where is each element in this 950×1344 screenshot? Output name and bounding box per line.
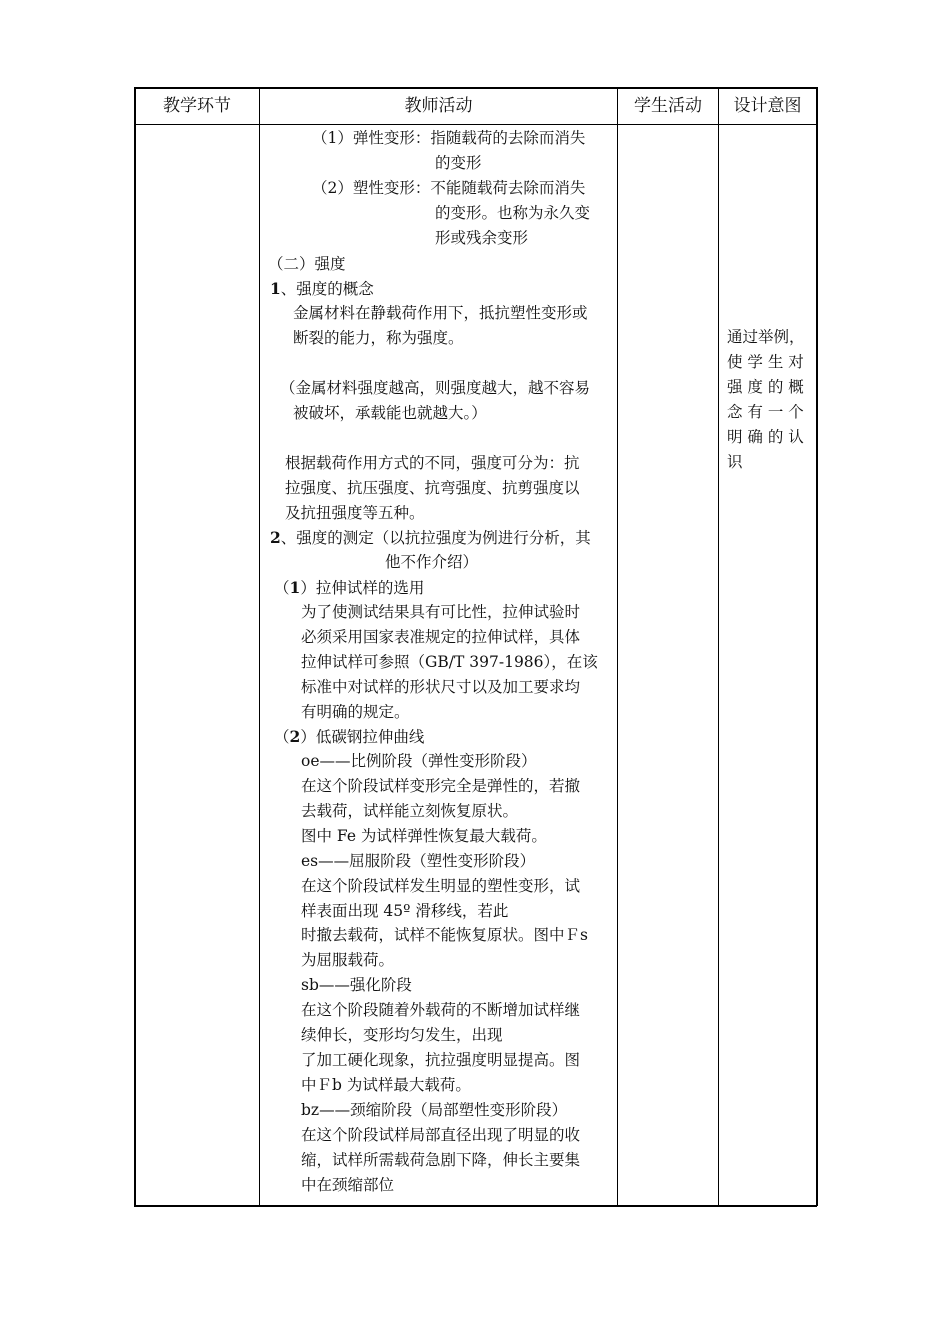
text-line: es——屈服阶段（塑性变形阶段） [301,852,536,870]
design-text-line: 强 度 的 概 [727,378,804,396]
table-header-divider [134,124,817,125]
text-line: 图中 Fe 为试样弹性恢复最大载荷。 [301,827,547,845]
column-divider-1 [259,87,260,1206]
text-line: （1）弹性变形：指随载荷的去除而消失 [312,129,586,147]
text-line: 缩，试样所需载荷急剧下降，伸长主要集 [301,1151,581,1169]
design-text-line: 念 有 一 个 [727,403,804,421]
text-line: 了加工硬化现象，抗拉强度明显提高。图 [301,1051,581,1069]
text-line: 样表面出现 45º 滑移线，若此 [301,902,509,920]
header-teacher-activity: 教师活动 [404,96,473,116]
column-divider-2 [617,87,618,1206]
section-heading: （二）强度 [268,255,346,273]
design-text-line: 识 [727,453,743,471]
text-line: 形或残余变形 [435,229,529,247]
heading-number: 1 [289,578,301,597]
text-line: 标准中对试样的形状尺寸以及加工要求均 [301,678,581,696]
text-line: 他不作介绍） [385,553,479,571]
text-line: 续伸长，变形均匀发生，出现 [301,1026,503,1044]
heading-text: 、强度的概念 [280,280,374,298]
heading-number: 1 [270,279,281,298]
text-line: （金属材料强度越高，则强度越大，越不容易 [280,379,591,397]
text-line: （2）塑性变形：不能随载荷去除而消失 [312,179,586,197]
text-line: 断裂的能力，称为强度。 [293,329,464,347]
text-line: 在这个阶段试样局部直径出现了明显的收 [301,1126,581,1144]
design-text-line: 通过举例， [727,328,805,346]
design-text-line: 使 学 生 对 [727,353,804,371]
header-design-intent: 设计意图 [733,96,802,116]
heading-number: 2 [270,528,281,547]
text-line: 在这个阶段随着外载荷的不断增加试样继 [301,1001,581,1019]
text-line: 时撤去载荷，试样不能恢复原状。图中Ｆs [301,926,588,944]
text-line: 为屈服载荷。 [301,951,395,969]
text-line: 拉伸试样可参照（GB/T 397-1986），在该 [301,653,598,671]
text-line: 及抗扭强度等五种。 [285,504,425,522]
text-line: sb——强化阶段 [301,976,412,994]
text-line: oe——比例阶段（弹性变形阶段） [301,752,537,770]
text-line: 必须采用国家表准规定的拉伸试样，具体 [301,628,581,646]
table-border-bottom [134,1205,817,1207]
text-line: 的变形。也称为永久变 [435,204,591,222]
heading-text: 、强度的测定（以抗拉强度为例进行分析，其 [280,529,591,547]
table-border-right [816,87,818,1206]
table-border-left [134,87,136,1206]
text-line: 在这个阶段试样变形完全是弹性的，若撤 [301,777,581,795]
text-line: 金属材料在静载荷作用下，抵抗塑性变形或 [293,304,588,322]
subsection-heading [270,525,591,551]
text-line: 中在颈缩部位 [301,1176,395,1194]
item-heading: （1）拉伸试样的选用 [274,578,425,597]
item-heading: （2）低碳钢拉伸曲线 [274,727,425,746]
subsection-heading [270,276,374,302]
text-line: 有明确的规定。 [301,703,410,721]
heading-number: 2 [289,727,301,746]
header-student-activity: 学生活动 [634,96,702,116]
text-line: 的变形 [435,154,482,172]
text-line: 去载荷，试样能立刻恢复原状。 [301,802,519,820]
text-line: 中Ｆb 为试样最大载荷。 [301,1076,471,1094]
design-text-line: 明 确 的 认 [727,428,804,446]
text-line: 拉强度、抗压强度、抗弯强度、抗剪强度以 [285,479,580,497]
text-line: 被破坏，承载能也就越大。） [293,404,487,422]
column-divider-3 [718,87,719,1206]
text-line: bz——颈缩阶段（局部塑性变形阶段） [301,1101,568,1119]
text-line: 为了使测试结果具有可比性，拉伸试验时 [301,603,581,621]
text-line: 根据载荷作用方式的不同，强度可分为：抗 [285,454,580,472]
header-teaching-stage: 教学环节 [163,96,231,116]
text-line: 在这个阶段试样发生明显的塑性变形，试 [301,877,581,895]
